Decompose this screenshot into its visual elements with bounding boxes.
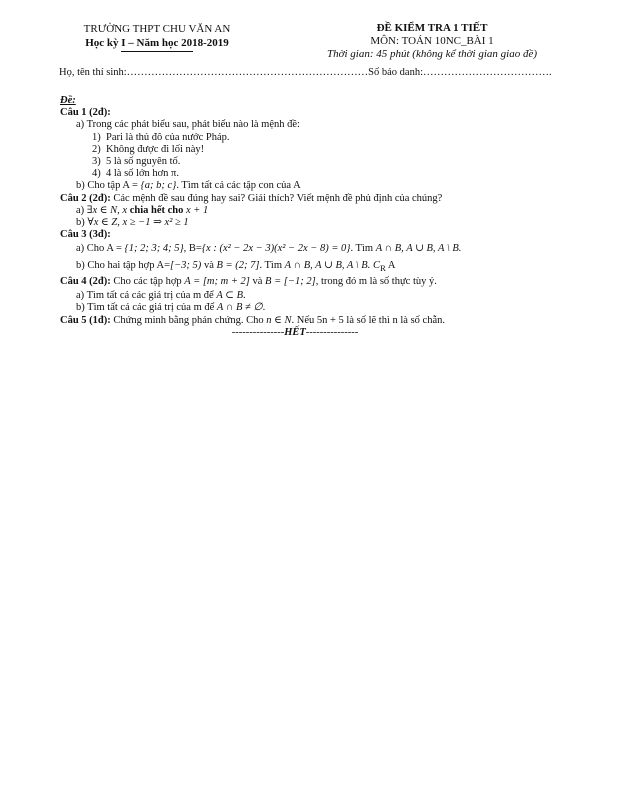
exam-body bbox=[60, 95, 570, 339]
student-info bbox=[59, 67, 552, 78]
q5-prompt: Câu 5 (1đ): Chứng minh bằng phản chứng. Cho n ∈ N. Nếu 5n + 5 là số lẽ thì n là số chẵn. bbox=[60, 314, 445, 326]
q1-item: 3) 5 là số nguyên tố. bbox=[92, 156, 181, 168]
exam-header bbox=[312, 22, 552, 61]
school-term: Học kỳ I – Năm học 2018-2019 bbox=[85, 37, 229, 49]
q1-item: 1) Pari là thủ đô của nước Pháp. bbox=[92, 131, 230, 143]
student-id-line: Số báo danh:………………………………. bbox=[368, 67, 552, 78]
q1-part-a: a) Trong các phát biểu sau, phát biểu nào là mệnh đề: bbox=[76, 119, 300, 131]
q4-part-b: b) Tìm tất cả các giá trị của m để A ∩ B ≠ ∅. bbox=[76, 302, 266, 314]
exam-time: Thời gian: 45 phút (không kể thời gian giao đề) bbox=[326, 48, 538, 60]
q2-prompt: Câu 2 (2đ): Các mệnh đề sau đúng hay sai? Giải thích? Viết mệnh đề phủ định của chúng? bbox=[60, 192, 443, 204]
exam-subject: MÔN: TOÁN 10NC_BÀI 1 bbox=[370, 35, 494, 47]
exam-title: ĐỀ KIỂM TRA 1 TIẾT bbox=[376, 22, 488, 34]
q1-title: Câu 1 (2đ): bbox=[60, 107, 111, 119]
q4-part-a: a) Tìm tất cả các giá trị của m để A ⊂ B. bbox=[76, 290, 246, 302]
q1-part-b: b) Cho tập A = {a; b; c}. Tìm tất cả các tập con của A bbox=[76, 180, 301, 192]
q1-item: 2) Không được đi lối này! bbox=[92, 143, 205, 155]
end-marker: ---------------HẾT--------------- bbox=[231, 326, 359, 338]
q1-item: 4) 4 là số lớn hơn π. bbox=[92, 168, 179, 180]
q4-prompt: Câu 4 (2đ): Cho các tập hợp A = [m; m + 2] và B = [−1; 2], trong đó m là số thực tùy ý. bbox=[60, 275, 437, 287]
q3-part-b: b) Cho hai tập hợp A=[−3; 5) và B = (2; 7]. Tìm A ∩ B, A ∪ B, A \ B. $C_R$ A bbox=[76, 259, 396, 273]
q3-part-a: a) Cho A = {1; 2; 3; 4; 5}, B={x : (x² − 2x − 3)(x² − 2x − 8) = 0}. Tìm A ∩ B, A ∪ B, A \ B. bbox=[76, 243, 462, 255]
student-name-line: Họ, tên thí sinh:…………………………………………………………… bbox=[59, 67, 369, 78]
header-divider bbox=[121, 51, 193, 52]
school-name: TRƯỜNG THPT CHU VĂN AN bbox=[83, 23, 231, 35]
q2-part-a: a) ∃x ∈ N, x chia hết cho x + 1 bbox=[76, 204, 209, 216]
q3-title: Câu 3 (3đ): bbox=[60, 229, 111, 241]
school-header bbox=[62, 22, 252, 52]
q2-part-b: b) ∀x ∈ Z, x ≥ −1 ⇒ x² ≥ 1 bbox=[76, 217, 189, 229]
exam-heading: Đề: bbox=[60, 95, 76, 106]
